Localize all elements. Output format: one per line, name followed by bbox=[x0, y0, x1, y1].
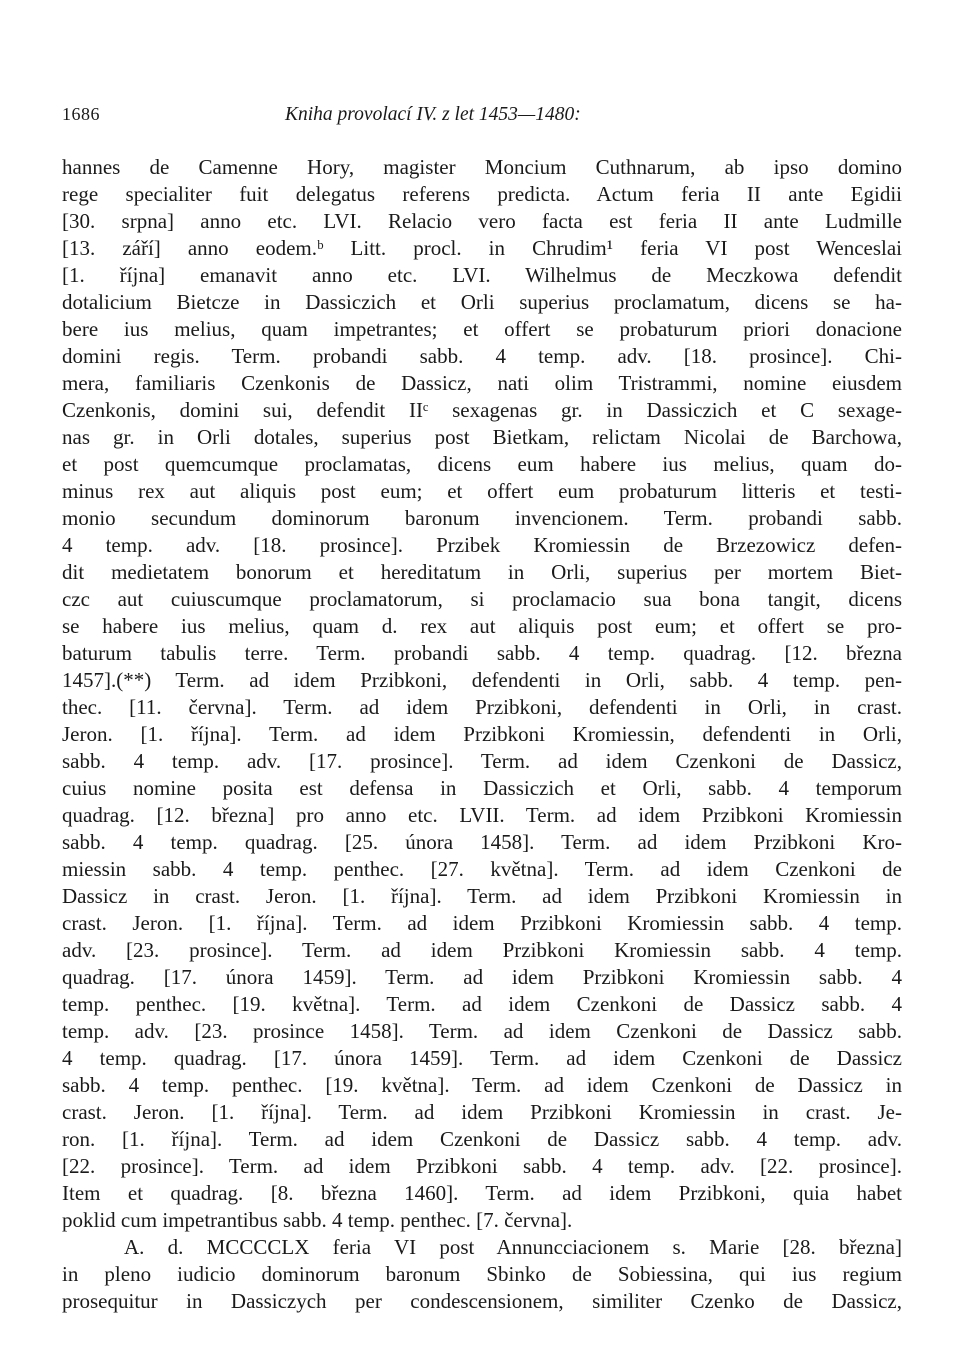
running-head-title: Kniha provolací IV. z let 1453—1480: bbox=[285, 104, 581, 125]
text-line: sabb. 4 temp. quadrag. [25. února 1458]. Term. ad idem Przibkoni Kro- bbox=[62, 830, 902, 854]
text-line: in pleno iudicio dominorum baronum Sbinko de Sobiessina, qui ius regium bbox=[62, 1262, 902, 1286]
text-line: poklid cum impetrantibus sabb. 4 temp. penthec. [7. června]. bbox=[62, 1208, 573, 1232]
text-line: hannes de Camenne Hory, magister Moncium Cuthnarum, ab ipso domino bbox=[62, 155, 902, 179]
text-line: dotalicium Bietcze in Dassiczich et Orli superius proclamatum, dicens se ha- bbox=[62, 290, 902, 314]
text-line: bere ius melius, quam impetrantes; et offert se probaturum priori donacione bbox=[62, 317, 902, 341]
text-line: sabb. 4 temp. penthec. [19. května]. Term. ad idem Czenkoni de Dassicz in bbox=[62, 1073, 902, 1097]
text-line: ron. [1. října]. Term. ad idem Czenkoni de Dassicz sabb. 4 temp. adv. bbox=[62, 1127, 902, 1151]
page-number: 1686 bbox=[62, 104, 100, 124]
text-line: czc aut cuiuscumque proclamatorum, si proclamacio sua bona tangit, dicens bbox=[62, 587, 902, 611]
text-line: Dassicz in crast. Jeron. [1. října]. Term. ad idem Przibkoni Kromiessin in bbox=[62, 884, 902, 908]
text-line: [13. září] anno eodem.ᵇ Litt. procl. in Chrudim¹ feria VI post Wenceslai bbox=[62, 236, 902, 260]
text-line: quadrag. [17. února 1459]. Term. ad idem Przibkoni Kromiessin sabb. 4 bbox=[62, 965, 902, 989]
text-line: baturum tabulis terre. Term. probandi sabb. 4 temp. quadrag. [12. března bbox=[62, 641, 902, 665]
text-line: [30. srpna] anno etc. LVI. Relacio vero facta est feria II ante Ludmille bbox=[62, 209, 902, 233]
text-line: [22. prosince]. Term. ad idem Przibkoni sabb. 4 temp. adv. [22. prosince]. bbox=[62, 1154, 902, 1178]
text-line: 4 temp. quadrag. [17. února 1459]. Term. ad idem Czenkoni de Dassicz bbox=[62, 1046, 902, 1070]
text-line: [1. října] emanavit anno etc. LVI. Wilhelmus de Meczkowa defendit bbox=[62, 263, 902, 287]
text-line: thec. [11. června]. Term. ad idem Przibkoni, defendenti in Orli, in crast. bbox=[62, 695, 902, 719]
text-line: 4 temp. adv. [18. prosince]. Przibek Kromiessin de Brzezowicz defen- bbox=[62, 533, 902, 557]
text-line: Czenkonis, domini sui, defendit IIᶜ sexagenas gr. in Dassiczich et C sexage- bbox=[62, 398, 902, 422]
body-text bbox=[62, 154, 902, 1315]
text-line: crast. Jeron. [1. října]. Term. ad idem Przibkoni Kromiessin in crast. Je- bbox=[62, 1100, 902, 1124]
text-line: crast. Jeron. [1. října]. Term. ad idem Przibkoni Kromiessin sabb. 4 temp. bbox=[62, 911, 902, 935]
text-line: temp. penthec. [19. května]. Term. ad idem Czenkoni de Dassicz sabb. 4 bbox=[62, 992, 902, 1016]
text-line: nas gr. in Orli dotales, superius post Bietkam, relictam Nicolai de Barchowa, bbox=[62, 425, 902, 449]
text-line: monio secundum dominorum baronum invencionem. Term. probandi sabb. bbox=[62, 506, 902, 530]
text-line: 1457].(**) Term. ad idem Przibkoni, defendenti in Orli, sabb. 4 temp. pen- bbox=[62, 668, 902, 692]
text-line: domini regis. Term. probandi sabb. 4 temp. adv. [18. prosince]. Chi- bbox=[62, 344, 902, 368]
text-line: quadrag. [12. března] pro anno etc. LVII. Term. ad idem Przibkoni Kromiessin bbox=[62, 803, 902, 827]
text-line: miessin sabb. 4 temp. penthec. [27. května]. Term. ad idem Czenkoni de bbox=[62, 857, 902, 881]
text-line: adv. [23. prosince]. Term. ad idem Przibkoni Kromiessin sabb. 4 temp. bbox=[62, 938, 902, 962]
text-line: mera, familiaris Czenkonis de Dassicz, nati olim Tristrammi, nomine eiusdem bbox=[62, 371, 902, 395]
running-head bbox=[62, 104, 900, 128]
text-line: et post quemcumque proclamatas, dicens eum habere ius melius, quam do- bbox=[62, 452, 902, 476]
text-line: Jeron. [1. října]. Term. ad idem Przibkoni Kromiessin, defendenti in Orli, bbox=[62, 722, 902, 746]
text-line: A. d. MCCCCLX feria VI post Annuncciacionem s. Marie [28. března] bbox=[124, 1235, 902, 1259]
text-line: minus rex aut aliquis post eum; et offert eum probaturum litteris et testi- bbox=[62, 479, 902, 503]
text-line: Item et quadrag. [8. března 1460]. Term. ad idem Przibkoni, quia habet bbox=[62, 1181, 902, 1205]
text-line: prosequitur in Dassiczych per condescensionem, similiter Czenko de Dassicz, bbox=[62, 1289, 902, 1313]
text-line: rege specialiter fuit delegatus referens predicta. Actum feria II ante Egidii bbox=[62, 182, 902, 206]
text-line: temp. adv. [23. prosince 1458]. Term. ad idem Czenkoni de Dassicz sabb. bbox=[62, 1019, 902, 1043]
text-line: se habere ius melius, quam d. rex aut aliquis post eum; et offert se pro- bbox=[62, 614, 902, 638]
text-line: sabb. 4 temp. adv. [17. prosince]. Term. ad idem Czenkoni de Dassicz, bbox=[62, 749, 902, 773]
text-line: dit medietatem bonorum et hereditatum in Orli, superius per mortem Biet- bbox=[62, 560, 902, 584]
text-line: cuius nomine posita est defensa in Dassiczich et Orli, sabb. 4 temporum bbox=[62, 776, 902, 800]
